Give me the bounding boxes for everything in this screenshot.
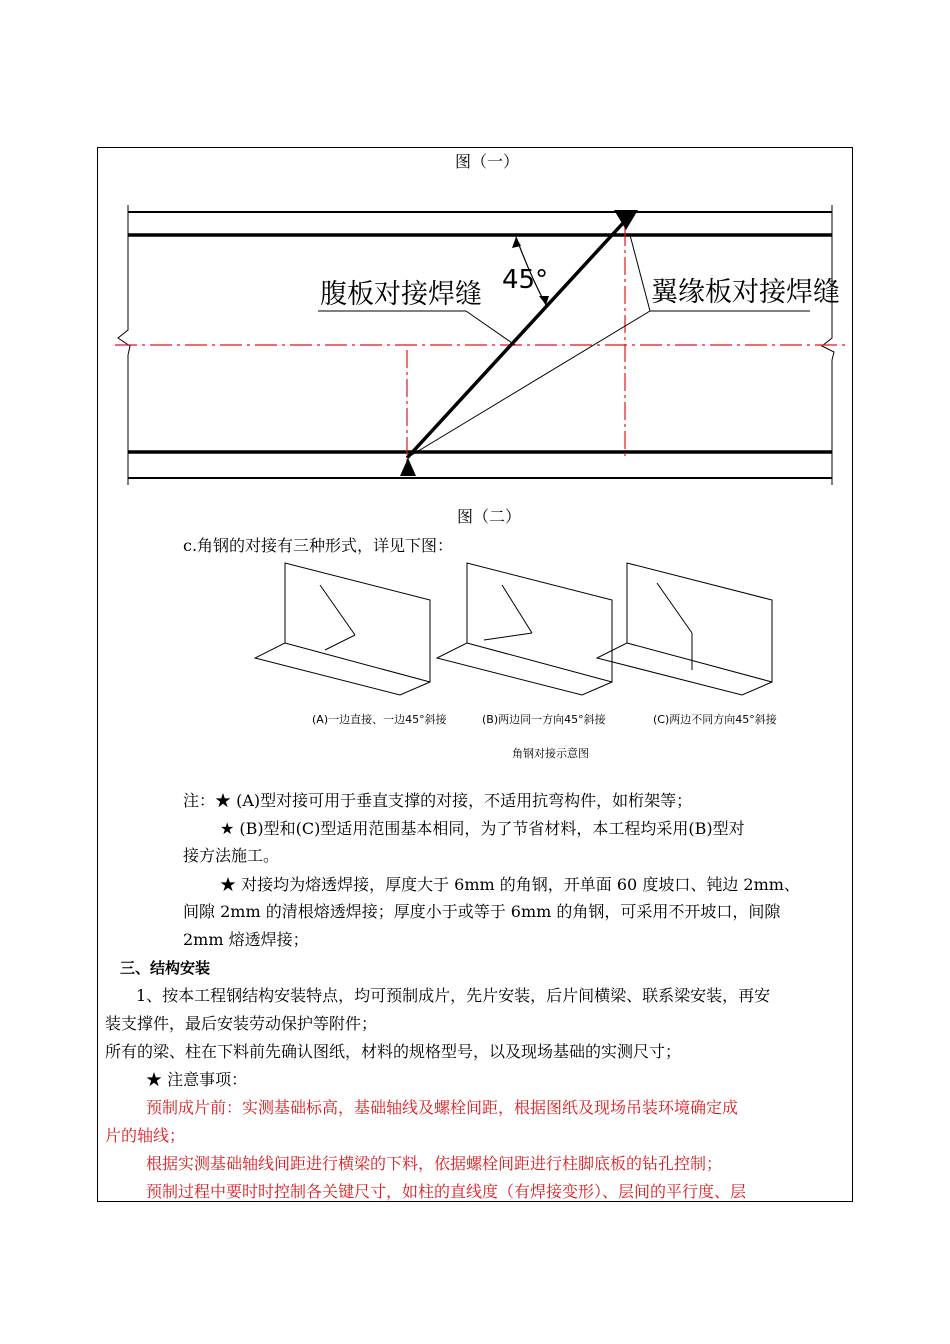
attention-heading: ★ 注意事项： xyxy=(146,1070,248,1089)
angle-joint-diagram xyxy=(250,555,810,775)
figure1-caption: 图（一） xyxy=(455,152,520,171)
note-3-line1: ★ 对接均为熔透焊接，厚度大于 6mm 的角钢，开单面 60 度坡口、钝边 2mm、 xyxy=(220,875,800,894)
angle-intro-text: c.角钢的对接有三种形式，详见下图： xyxy=(183,536,454,555)
figure2-caption: 图（二） xyxy=(457,507,522,526)
type-a-label: (A)一边直接、一边45°斜接 xyxy=(312,713,447,726)
note-2-line1: ★ (B)型和(C)型适用范围基本相同，为了节省材料，本工程均采用(B)型对 xyxy=(220,819,745,838)
web-weld-label: 腹板对接焊缝 xyxy=(320,279,482,310)
note-1: 注：★ (A)型对接可用于垂直支撑的对接，不适用抗弯构件，如桁架等； xyxy=(183,791,693,810)
section-3-heading: 三、结构安装 xyxy=(120,959,211,977)
section-3-p1-line2: 装支撑件，最后安装劳动保护等附件； xyxy=(105,1014,378,1033)
red-line-3: 根据实测基础轴线间距进行横梁的下料，依据螺栓间距进行柱脚底板的钻孔控制； xyxy=(146,1154,723,1173)
note-2-line2: 接方法施工。 xyxy=(183,846,280,865)
flange-weld-label: 翼缘板对接焊缝 xyxy=(651,277,840,308)
type-c-label: (C)两边不同方向45°斜接 xyxy=(653,713,777,726)
red-line-1: 预制成片前：实测基础标高，基础轴线及螺栓间距，根据图纸及现场吊装环境确定成 xyxy=(146,1098,739,1117)
angle-label: 45° xyxy=(502,265,549,295)
type-b-label: (B)两边同一方向45°斜接 xyxy=(482,713,606,726)
note-3-line2: 间隙 2mm 的清根熔透焊接；厚度小于或等于 6mm 的角钢，可采用不开坡口，间隙 xyxy=(183,902,781,921)
section-3-p1-line1: 1、按本工程钢结构安装特点，均可预制成片，先片安装，后片间横梁、联系梁安装，再安 xyxy=(136,986,771,1005)
red-line-4: 预制过程中要时时控制各关键尺寸，如柱的直线度（有焊接变形）、层间的平行度、层 xyxy=(146,1182,747,1201)
section-3-p2: 所有的梁、柱在下料前先确认图纸，材料的规格型号，以及现场基础的实测尺寸； xyxy=(105,1042,682,1061)
red-line-2: 片的轴线； xyxy=(105,1126,186,1145)
note-3-line3: 2mm 熔透焊接； xyxy=(183,930,309,949)
angle-figure-caption: 角钢对接示意图 xyxy=(512,747,589,760)
beam-weld-diagram xyxy=(110,200,850,490)
